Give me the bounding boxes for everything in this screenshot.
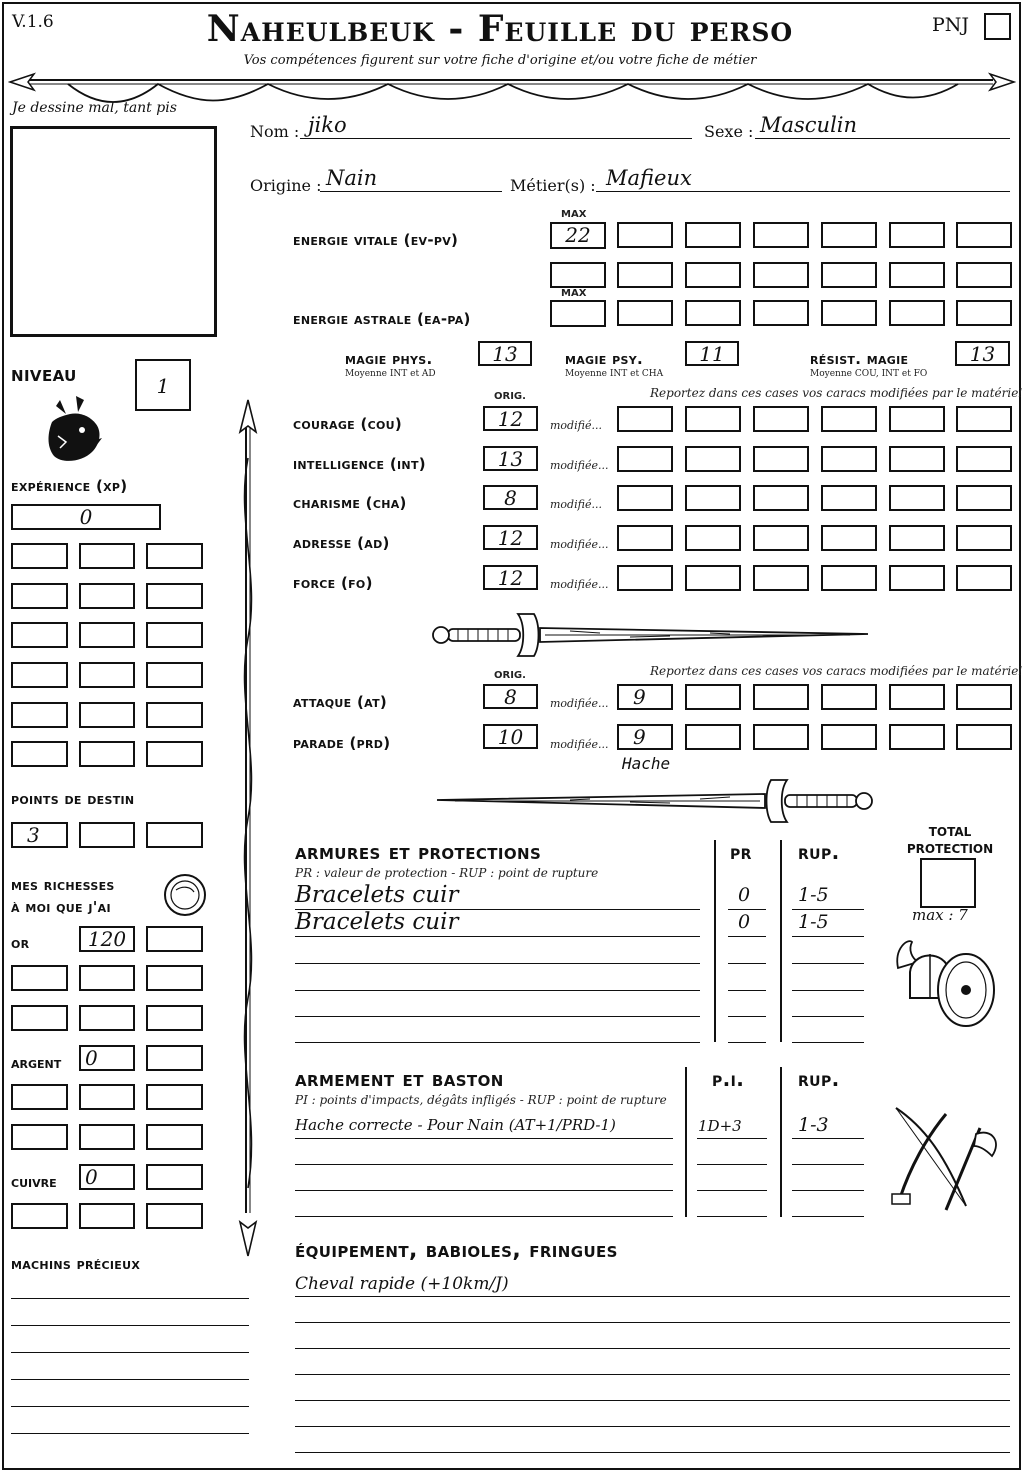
- resist-magie-note: Moyenne COU, INT et FO: [810, 369, 928, 379]
- combat-orig-label: ORIG.: [494, 670, 526, 681]
- carac-mod-box-0-3[interactable]: [753, 406, 809, 432]
- carac-mod-box-2-3[interactable]: [753, 485, 809, 511]
- weapons-icon: [886, 1098, 1006, 1216]
- cuivre-box[interactable]: 0: [79, 1164, 135, 1190]
- armure-pr-1[interactable]: 0: [738, 911, 751, 933]
- or-cell-0-2[interactable]: [146, 965, 203, 991]
- carac-mod-box-3-4[interactable]: [821, 525, 877, 551]
- equip-line-1: [295, 1322, 1010, 1323]
- at-box-2[interactable]: [685, 684, 741, 710]
- armure-name-line-3: [295, 990, 700, 991]
- attaque-mod-box[interactable]: 9: [617, 684, 673, 710]
- carac-label-2: charisme (cha): [293, 494, 407, 512]
- prd-box-6[interactable]: [956, 724, 1012, 750]
- xp-cell-3-1[interactable]: [79, 662, 135, 688]
- destin-box-3[interactable]: [146, 822, 203, 848]
- carac-orig-box-1[interactable]: 13: [483, 446, 538, 471]
- destin-box-1[interactable]: 3: [11, 822, 68, 848]
- xp-cell-5-2[interactable]: [146, 741, 203, 767]
- xp-cell-2-2[interactable]: [146, 622, 203, 648]
- machins-line-4: [11, 1406, 249, 1407]
- argent-box[interactable]: 0: [79, 1045, 135, 1071]
- magie-psy-note: Moyenne INT et CHA: [565, 369, 664, 379]
- vertical-spear-icon: [228, 398, 268, 1260]
- equipement-title: équipement, babioles, fringues: [295, 1238, 618, 1263]
- magie-phys-label: magie phys.: [345, 350, 433, 368]
- armures-pr-label: pr: [730, 840, 752, 864]
- armure-rup-line-5: [792, 1042, 864, 1043]
- total-protection-box[interactable]: [920, 858, 976, 908]
- cuivre-cell-0-1[interactable]: [79, 1203, 135, 1229]
- machins-label: machins précieux: [11, 1255, 141, 1273]
- niveau-label: niveau: [11, 362, 77, 387]
- at-box-3[interactable]: [753, 684, 809, 710]
- sexe-label: Sexe :: [704, 122, 754, 141]
- equip-line-4: [295, 1400, 1010, 1401]
- at-box-6[interactable]: [956, 684, 1012, 710]
- ea-box-4[interactable]: [821, 300, 877, 326]
- origine-label: Origine :: [250, 176, 322, 195]
- xp-cell-2-1[interactable]: [79, 622, 135, 648]
- armure-pr-0[interactable]: 0: [738, 884, 751, 906]
- ev-box-1[interactable]: [617, 222, 673, 248]
- sheet-subtitle: Vos compétences figurent sur votre fiche d'origine et/ou votre fiche de métier: [243, 53, 757, 68]
- carac-mod-box-1-5[interactable]: [889, 446, 945, 472]
- cuivre-label: CUIVRE: [11, 1177, 57, 1190]
- xp-cell-1-2[interactable]: [146, 583, 203, 609]
- ev-box-extra[interactable]: [550, 262, 606, 288]
- armement-name-line-3: [295, 1216, 673, 1217]
- destin-label: points de destin: [11, 790, 135, 808]
- carac-mod-label-4: modifiée...: [550, 578, 609, 591]
- armure-pr-line-3: [728, 990, 766, 991]
- max-protection-label: max : 7: [912, 906, 968, 924]
- carac-mod-box-4-4[interactable]: [821, 565, 877, 591]
- carac-mod-box-3-3[interactable]: [753, 525, 809, 551]
- armure-pr-line-1: [728, 936, 766, 937]
- armement-pi-line-3: [697, 1216, 767, 1217]
- ev-box-2[interactable]: [685, 222, 741, 248]
- prd-box-5[interactable]: [889, 724, 945, 750]
- xp-box[interactable]: 0: [11, 504, 161, 530]
- cuivre-cell-0-0[interactable]: [11, 1203, 68, 1229]
- sexe-value[interactable]: Masculin: [760, 113, 858, 137]
- carac-mod-box-3-1[interactable]: [617, 525, 673, 551]
- carac-label-4: force (fo): [293, 574, 373, 592]
- argent-cell-0-0[interactable]: [11, 1084, 68, 1110]
- armement-rup-label: rup.: [798, 1067, 840, 1091]
- carac-orig-box-3[interactable]: 12: [483, 525, 538, 550]
- argent-box-2[interactable]: [146, 1045, 203, 1071]
- xp-cell-4-0[interactable]: [11, 702, 68, 728]
- or-cell-1-1[interactable]: [79, 1005, 135, 1031]
- armement-name-line-0: [295, 1138, 673, 1139]
- magie-phys-note: Moyenne INT et AD: [345, 369, 436, 379]
- carac-mod-box-2-6[interactable]: [956, 485, 1012, 511]
- dragon-icon: [38, 392, 106, 464]
- ea-box-2[interactable]: [685, 300, 741, 326]
- xp-cell-5-0[interactable]: [11, 741, 68, 767]
- armure-rup-0[interactable]: 1-5: [798, 884, 829, 906]
- magie-psy-label: magie psy.: [565, 350, 643, 368]
- at-box-4[interactable]: [821, 684, 877, 710]
- ev-box-b-1[interactable]: [617, 262, 673, 288]
- carac-mod-box-4-5[interactable]: [889, 565, 945, 591]
- equip-line-2: [295, 1348, 1010, 1349]
- portrait-box[interactable]: [10, 126, 217, 337]
- xp-cell-0-2[interactable]: [146, 543, 203, 569]
- equip-line-5: [295, 1426, 1010, 1427]
- carac-mod-box-1-3[interactable]: [753, 446, 809, 472]
- xp-label: expérience (xp): [11, 477, 128, 495]
- prd-box-4[interactable]: [821, 724, 877, 750]
- carac-mod-box-0-5[interactable]: [889, 406, 945, 432]
- carac-label-0: courage (cou): [293, 415, 403, 433]
- armement-note: PI : points d'impacts, dégâts infligés - RUP : point de rupture: [295, 1093, 667, 1107]
- argent-cell-0-1[interactable]: [79, 1084, 135, 1110]
- attaque-orig-box[interactable]: 8: [483, 684, 538, 709]
- machins-line-5: [11, 1433, 249, 1434]
- carac-mod-box-4-1[interactable]: [617, 565, 673, 591]
- at-box-5[interactable]: [889, 684, 945, 710]
- or-box-2[interactable]: [146, 926, 203, 952]
- argent-label: ARGENT: [11, 1058, 62, 1071]
- xp-cell-4-1[interactable]: [79, 702, 135, 728]
- equip-item-0[interactable]: Cheval rapide (+10km/J): [295, 1274, 509, 1294]
- carac-orig-box-0[interactable]: 12: [483, 406, 538, 431]
- armure-name-line-1: [295, 936, 700, 937]
- argent-cell-0-2[interactable]: [146, 1084, 203, 1110]
- ea-box-3[interactable]: [753, 300, 809, 326]
- xp-cell-2-0[interactable]: [11, 622, 68, 648]
- armure-pr-line-5: [728, 1042, 766, 1043]
- armement-pi-0[interactable]: 1D+3: [698, 1117, 742, 1135]
- ev-box-6[interactable]: [956, 222, 1012, 248]
- caracs-report-note: Reportez dans ces cases vos caracs modifiées par le matériel: [650, 386, 1023, 400]
- or-box[interactable]: 120: [79, 926, 135, 952]
- armures-note: PR : valeur de protection - RUP : point de rupture: [295, 866, 599, 880]
- pnj-checkbox[interactable]: [984, 13, 1011, 40]
- weapon-note: Hache: [622, 754, 671, 773]
- carac-mod-box-3-5[interactable]: [889, 525, 945, 551]
- sheet-title: Naheulbeuk - Feuille du perso: [206, 8, 794, 50]
- carac-mod-label-3: modifiée...: [550, 538, 609, 551]
- xp-cell-4-2[interactable]: [146, 702, 203, 728]
- niveau-box[interactable]: 1: [135, 359, 191, 411]
- or-cell-1-0[interactable]: [11, 1005, 68, 1031]
- carac-label-3: adresse (ad): [293, 534, 390, 552]
- armure-rup-line-1: [792, 936, 864, 937]
- ea-box-5[interactable]: [889, 300, 945, 326]
- or-cell-1-2[interactable]: [146, 1005, 203, 1031]
- armures-rup-label: rup.: [798, 840, 840, 864]
- ev-box-4[interactable]: [821, 222, 877, 248]
- parade-mod-label: modifiée...: [550, 738, 609, 751]
- ev-box-3[interactable]: [753, 222, 809, 248]
- carac-label-1: intelligence (int): [293, 455, 426, 473]
- coin-icon: [162, 872, 208, 918]
- armure-rup-line-0: [792, 909, 864, 910]
- armement-pi-label: p.i.: [712, 1067, 745, 1091]
- armure-name-line-5: [295, 1042, 700, 1043]
- carac-mod-box-2-4[interactable]: [821, 485, 877, 511]
- armement-rup-line-2: [792, 1190, 864, 1191]
- carac-mod-label-1: modifiée...: [550, 459, 609, 472]
- total-protection-label-1: TOTAL: [928, 825, 972, 839]
- resist-magie-label: résist. magie: [810, 350, 909, 368]
- combat-report-note: Reportez dans ces cases vos caracs modifiées par le matériel: [650, 664, 1023, 678]
- ev-max-box[interactable]: 22: [550, 222, 606, 249]
- xp-cell-0-0[interactable]: [11, 543, 68, 569]
- machins-line-2: [11, 1352, 249, 1353]
- argent-cell-1-2[interactable]: [146, 1124, 203, 1150]
- armement-col-divider-1: [685, 1067, 687, 1217]
- armement-col-divider-2: [780, 1067, 782, 1217]
- nom-line: [300, 138, 692, 139]
- carac-mod-box-1-6[interactable]: [956, 446, 1012, 472]
- armement-name-line-2: [295, 1190, 673, 1191]
- armure-rup-line-3: [792, 990, 864, 991]
- prd-box-3[interactable]: [753, 724, 809, 750]
- ev-max-label: MAX: [561, 209, 587, 220]
- carac-mod-box-1-1[interactable]: [617, 446, 673, 472]
- ea-box-1[interactable]: [617, 300, 673, 326]
- xp-cell-3-2[interactable]: [146, 662, 203, 688]
- machins-line-3: [11, 1379, 249, 1380]
- or-cell-0-0[interactable]: [11, 965, 68, 991]
- xp-cell-5-1[interactable]: [79, 741, 135, 767]
- carac-orig-box-2[interactable]: 8: [483, 485, 538, 510]
- armures-title: armures et protections: [295, 840, 542, 865]
- richesses-label-1: mes richesses: [11, 876, 115, 894]
- attaque-label: attaque (at): [293, 693, 388, 711]
- resist-magie-box[interactable]: 13: [955, 341, 1010, 366]
- machins-line-0: [11, 1298, 249, 1299]
- armement-rup-0[interactable]: 1-3: [798, 1114, 829, 1136]
- ev-label: energie vitale (ev-pv): [293, 231, 459, 249]
- parade-orig-box[interactable]: 10: [483, 724, 538, 749]
- carac-mod-box-0-4[interactable]: [821, 406, 877, 432]
- armement-title: armement et baston: [295, 1067, 504, 1092]
- carac-mod-box-0-1[interactable]: [617, 406, 673, 432]
- or-label: or: [11, 934, 30, 952]
- armement-pi-line-1: [697, 1164, 767, 1165]
- carac-mod-box-2-5[interactable]: [889, 485, 945, 511]
- ea-box-6[interactable]: [956, 300, 1012, 326]
- carac-mod-box-0-2[interactable]: [685, 406, 741, 432]
- armures-col-divider-2: [780, 840, 782, 1042]
- machins-line-1: [11, 1325, 249, 1326]
- destin-box-2[interactable]: [79, 822, 135, 848]
- ea-max-label: MAX: [561, 288, 587, 299]
- origine-value[interactable]: Nain: [326, 166, 378, 190]
- nom-label: Nom :: [250, 122, 300, 141]
- xp-cell-0-1[interactable]: [79, 543, 135, 569]
- nom-value[interactable]: jiko: [308, 113, 347, 137]
- carac-mod-box-3-6[interactable]: [956, 525, 1012, 551]
- metier-line: [596, 191, 1010, 192]
- sexe-line: [755, 138, 1010, 139]
- origine-line: [320, 191, 502, 192]
- armement-pi-line-0: [697, 1138, 767, 1139]
- prd-box-2[interactable]: [685, 724, 741, 750]
- helmet-shield-icon: [888, 928, 1000, 1034]
- armure-name-1[interactable]: Bracelets cuir: [295, 909, 459, 935]
- total-protection-label-2: PROTECTION: [906, 842, 994, 856]
- xp-cell-3-0[interactable]: [11, 662, 68, 688]
- parade-label: parade (prd): [293, 734, 391, 752]
- armement-name-0[interactable]: Hache correcte - Pour Nain (AT+1/PRD-1): [295, 1116, 616, 1134]
- carac-mod-box-3-2[interactable]: [685, 525, 741, 551]
- equip-line-0: [295, 1296, 1010, 1297]
- cuivre-box-2[interactable]: [146, 1164, 203, 1190]
- carac-mod-box-4-6[interactable]: [956, 565, 1012, 591]
- ev-box-b-5[interactable]: [889, 262, 945, 288]
- metier-value[interactable]: Mafieux: [606, 166, 692, 190]
- equip-line-6: [295, 1452, 1010, 1453]
- armure-rup-1[interactable]: 1-5: [798, 911, 829, 933]
- armement-rup-line-1: [792, 1164, 864, 1165]
- carac-mod-box-0-6[interactable]: [956, 406, 1012, 432]
- armure-name-line-4: [295, 1016, 700, 1017]
- or-cell-0-1[interactable]: [79, 965, 135, 991]
- pnj-label: PNJ: [932, 14, 970, 36]
- metier-label: Métier(s) :: [510, 176, 596, 195]
- sword-icon-2: [430, 776, 875, 826]
- version-label: V.1.6: [12, 12, 54, 32]
- armures-col-divider-1: [714, 840, 716, 1042]
- armure-pr-line-4: [728, 1016, 766, 1017]
- carac-orig-box-4[interactable]: 12: [483, 565, 538, 590]
- richesses-label-2: à moi que j'ai: [11, 898, 111, 916]
- equip-line-3: [295, 1374, 1010, 1375]
- ea-max-box[interactable]: [550, 300, 606, 327]
- carac-mod-box-2-1[interactable]: [617, 485, 673, 511]
- argent-cell-1-0[interactable]: [11, 1124, 68, 1150]
- carac-mod-box-4-3[interactable]: [753, 565, 809, 591]
- attaque-mod-label: modifiée...: [550, 697, 609, 710]
- carac-mod-box-1-4[interactable]: [821, 446, 877, 472]
- armement-rup-line-0: [792, 1138, 864, 1139]
- xp-cell-1-0[interactable]: [11, 583, 68, 609]
- magie-psy-box[interactable]: 11: [685, 341, 739, 366]
- ev-box-b-3[interactable]: [753, 262, 809, 288]
- armure-pr-line-2: [728, 963, 766, 964]
- carac-mod-box-2-2[interactable]: [685, 485, 741, 511]
- carac-mod-label-0: modifié...: [550, 419, 602, 432]
- ev-box-b-2[interactable]: [685, 262, 741, 288]
- armement-name-line-1: [295, 1164, 673, 1165]
- armure-name-line-2: [295, 963, 700, 964]
- sword-icon: [430, 610, 875, 660]
- carac-mod-box-4-2[interactable]: [685, 565, 741, 591]
- armement-pi-line-2: [697, 1190, 767, 1191]
- xp-cell-1-1[interactable]: [79, 583, 135, 609]
- cuivre-cell-0-2[interactable]: [146, 1203, 203, 1229]
- parade-mod-box[interactable]: 9: [617, 724, 673, 750]
- armure-rup-line-2: [792, 963, 864, 964]
- ev-box-b-4[interactable]: [821, 262, 877, 288]
- argent-cell-1-1[interactable]: [79, 1124, 135, 1150]
- armement-rup-line-3: [792, 1216, 864, 1217]
- magie-phys-box[interactable]: 13: [478, 341, 532, 366]
- ev-box-b-6[interactable]: [956, 262, 1012, 288]
- armure-name-0[interactable]: Bracelets cuir: [295, 882, 459, 908]
- carac-mod-label-2: modifié...: [550, 498, 602, 511]
- ev-box-5[interactable]: [889, 222, 945, 248]
- carac-mod-box-1-2[interactable]: [685, 446, 741, 472]
- ea-label: energie astrale (ea-pa): [293, 310, 471, 328]
- armure-rup-line-4: [792, 1016, 864, 1017]
- portrait-caption: Je dessine mal, tant pis: [12, 100, 177, 116]
- armure-pr-line-0: [728, 909, 766, 910]
- caracs-orig-label: ORIG.: [494, 391, 526, 402]
